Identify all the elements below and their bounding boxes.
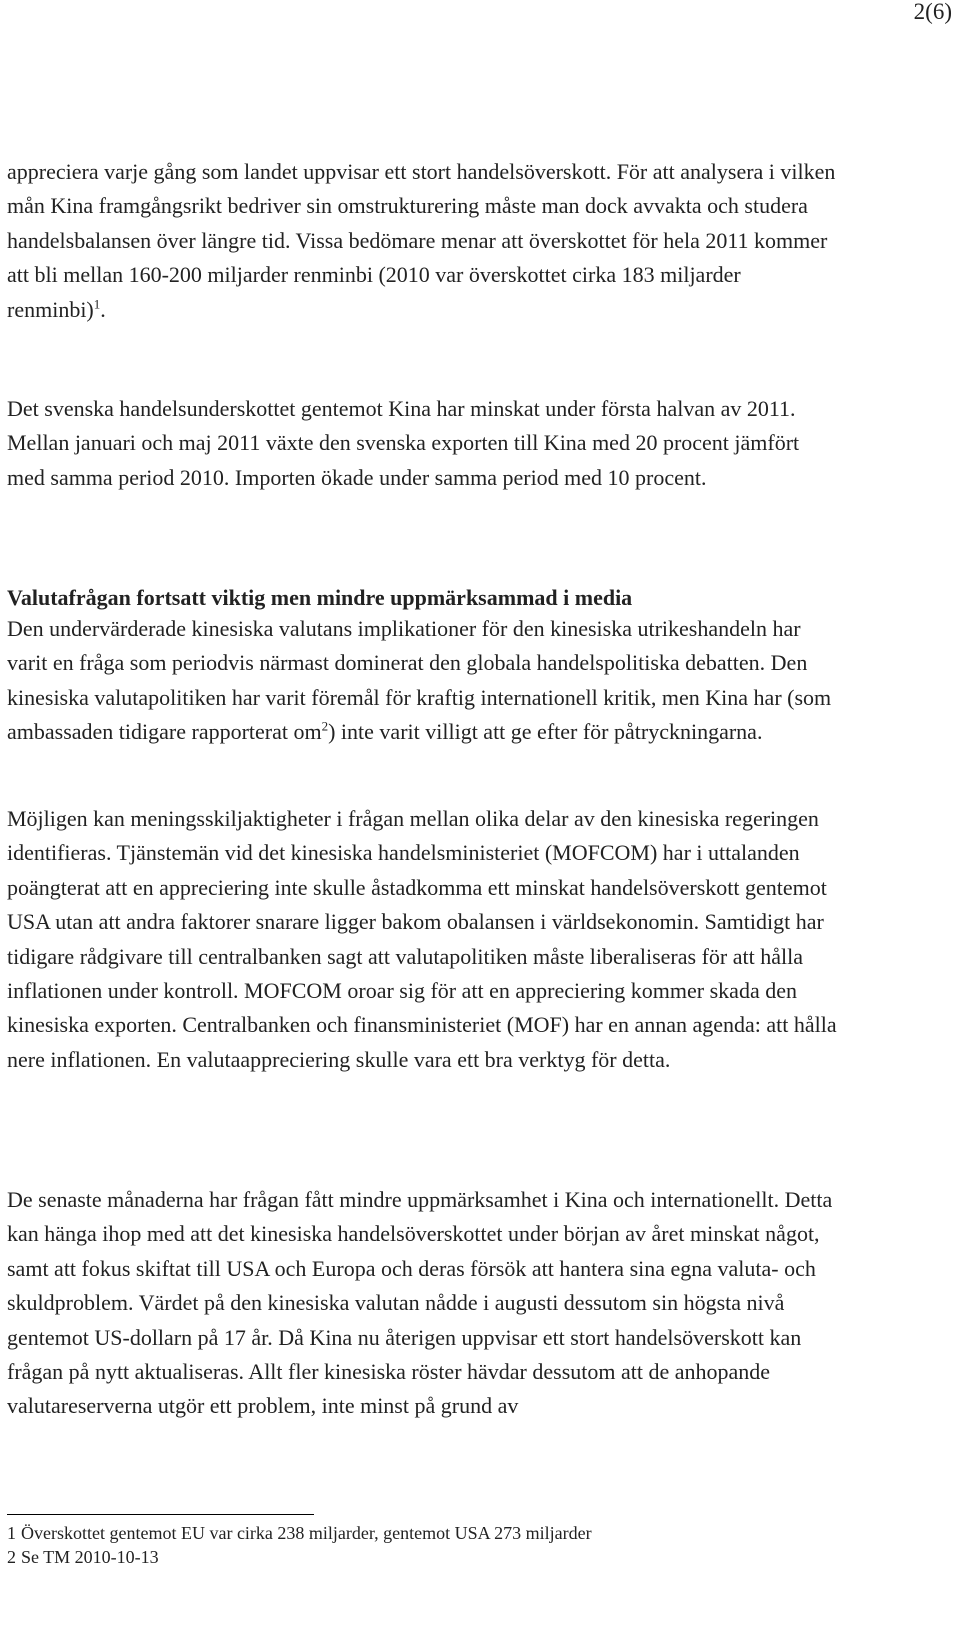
paragraph-swedish-trade: Det svenska handelsunderskottet gentemot Kina har minskat under första halvan av 2011. Mellan januari och maj 2011 växte den svenska exporten till Kina med 20 procent jämfört med samma period 2010. Importen ökade under samma period med 10 procent. xyxy=(7,396,800,490)
paragraph-text: appreciera varje gång som landet uppvisar ett stort handelsöverskott. För att analysera i vilken mån Kina framgångsrikt bedriver sin omstrukturering måste man dock avvakta och studera handelsbalansen över längre tid. Vissa bedömare menar att överskottet för hela 2011 kommer att bli mellan 160-200 miljarder renminbi (2010 var överskottet cirka 183 miljarder renminbi) xyxy=(7,159,836,322)
footnote-reference-1[interactable]: 1 xyxy=(93,296,101,312)
footnote-text: Se TM 2010-10-13 xyxy=(21,1547,159,1567)
page-number: 2(6) xyxy=(913,0,952,24)
paragraph-trade-surplus xyxy=(7,155,842,327)
paragraph-text: Den undervärderade kinesiska valutans implikationer för den kinesiska utrikeshandeln har varit en fråga som periodvis närmast dominerat den globala handelspolitiska debatten. Den kinesiska valutapolitiken har varit föremål för kraftig internationell kritik, men Kina har (som ambassaden tidigare rapporterat om xyxy=(7,616,832,745)
footnote-separator xyxy=(7,1514,314,1515)
footnote-2 xyxy=(7,1546,159,1568)
footnote-mark: 2 xyxy=(7,1547,16,1567)
paragraph-text-end: . xyxy=(100,296,106,322)
paragraph-text-end: ) inte varit villigt att ge efter för påtryckningarna. xyxy=(328,719,763,745)
section-heading: Valutafrågan fortsatt viktig men mindre uppmärksammad i media xyxy=(7,585,633,610)
footnote-1 xyxy=(7,1522,592,1544)
footnote-text: Överskottet gentemot EU var cirka 238 miljarder, gentemot USA 273 miljarder xyxy=(21,1523,592,1543)
footnote-reference-2[interactable]: 2 xyxy=(321,718,329,734)
footnote-mark: 1 xyxy=(7,1523,16,1543)
paragraph-government-disagreement: Möjligen kan meningsskiljaktigheter i frågan mellan olika delar av den kinesiska regeringen identifieras. Tjänstemän vid det kinesiska handelsministeriet (MOFCOM) har i uttalanden poängterat att en appreciering inte skulle åstadkomma ett minskat handelsöverskott gentemot USA utan att andra faktorer snarare ligger bakom obalansen i världsekonomin. Samtidigt har tidigare rådgivare till centralbanken sagt att valutapolitiken måste liberaliseras för att hålla inflationen under kontroll. MOFCOM oroar sig för att en appreciering kommer skada den kinesiska exporten. Centralbanken och finansministeriet (MOF) har en annan agenda: att hålla nere inflationen. En valutaappreciering skulle vara ett bra verktyg för detta. xyxy=(7,806,837,1072)
paragraph-currency-debate xyxy=(7,612,842,750)
paragraph-recent-months: De senaste månaderna har frågan fått mindre uppmärksamhet i Kina och internationellt. Detta kan hänga ihop med att det kinesiska handelsöverskottet under början av året minskat något, samt att fokus skiftat till USA och Europa och deras försök att hantera sina egna valuta- och skuldproblem. Värdet på den kinesiska valutan nådde i augusti dessutom sin högsta nivå gentemot US-dollarn på 17 år. Då Kina nu återigen uppvisar ett stort handelsöverskott kan frågan på nytt aktualiseras. Allt fler kinesiska röster hävdar dessutom att de anhopande valutareserverna utgör ett problem, inte minst på grund av xyxy=(7,1187,833,1419)
